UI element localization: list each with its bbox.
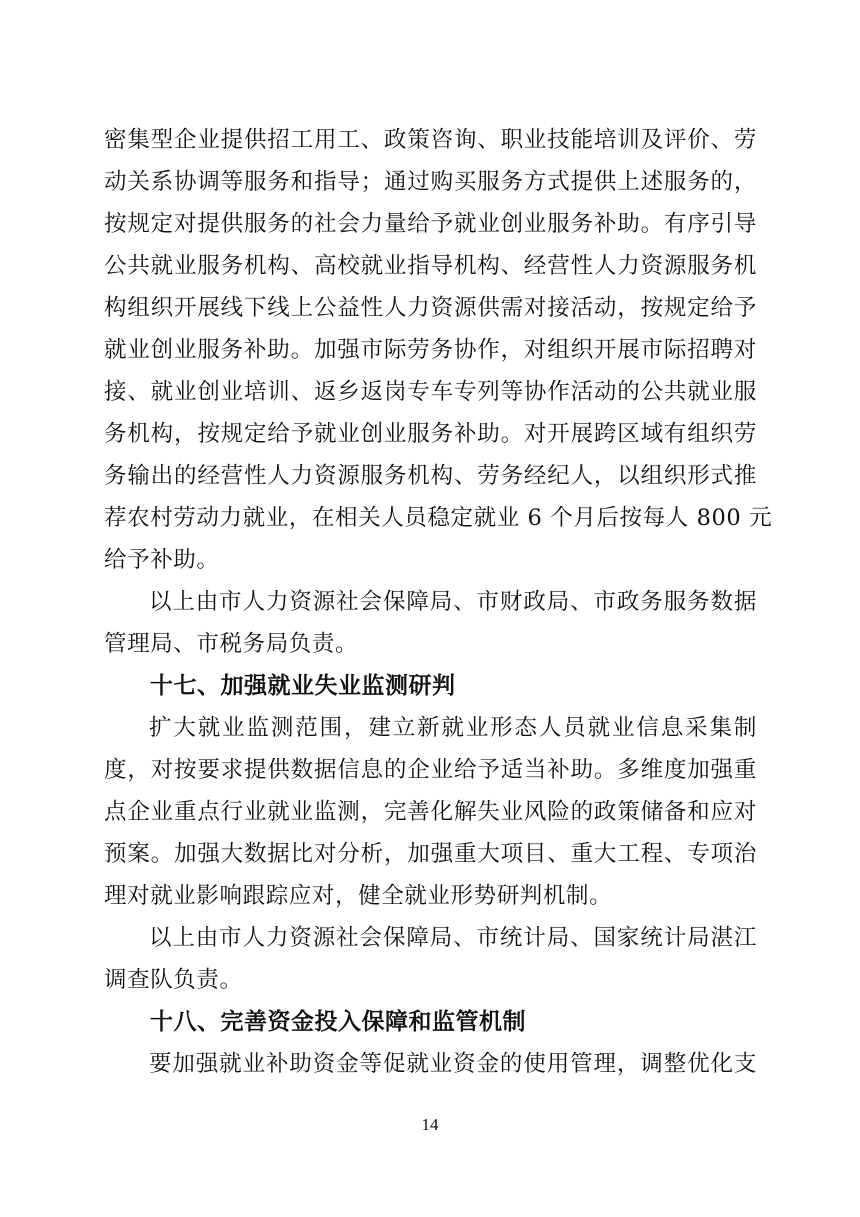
text-line: 动关系协调等服务和指导；通过购买服务方式提供上述服务的， [104, 169, 757, 195]
text-line: 务输出的经营性人力资源服务机构、劳务经纪人，以组织形式推 [104, 463, 757, 489]
page-number: 14 [421, 1115, 439, 1134]
text-line: 接、就业创业培训、返乡返岗专车专列等协作活动的公共就业服 [104, 379, 757, 405]
text-line: 度，对按要求提供数据信息的企业给予适当补助。多维度加强重 [104, 757, 757, 783]
text-line: 就业创业服务补助。加强市际劳务协作，对组织开展市际招聘对 [104, 337, 757, 363]
text-line: 按规定对提供服务的社会力量给予就业创业服务补助。有序引导 [104, 211, 757, 237]
section-heading-18: 十八、完善资金投入保障和监管机制 [150, 1009, 526, 1035]
text-line: 点企业重点行业就业监测，完善化解失业风险的政策储备和应对 [104, 799, 757, 825]
text-line: 理对就业影响跟踪应对，健全就业形势研判机制。 [104, 883, 613, 909]
section-heading-17: 十七、加强就业失业监测研判 [150, 673, 456, 699]
text-line: 要加强就业补助资金等促就业资金的使用管理，调整优化支 [149, 1051, 757, 1077]
document-body [104, 119, 773, 1085]
text-line: 务机构，按规定给予就业创业服务补助。对开展跨区域有组织劳 [104, 421, 757, 447]
text-line: 给予补助。 [104, 547, 220, 573]
text-line: 密集型企业提供招工用工、政策咨询、职业技能培训及评价、劳 [104, 127, 757, 153]
text-line: 调查队负责。 [104, 967, 243, 993]
text-line: 以上由市人力资源社会保障局、市财政局、市政务服务数据 [149, 589, 757, 615]
text-line: 公共就业服务机构、高校就业指导机构、经营性人力资源服务机 [104, 253, 757, 279]
text-line: 扩大就业监测范围，建立新就业形态人员就业信息采集制 [149, 715, 757, 741]
text-line: 预案。加强大数据比对分析，加强重大项目、重大工程、专项治 [104, 841, 757, 867]
text-line: 构组织开展线下线上公益性人力资源供需对接活动，按规定给予 [104, 295, 757, 321]
text-line: 荐农村劳动力就业，在相关人员稳定就业 6 个月后按每人 800 元 [104, 505, 773, 531]
text-line: 以上由市人力资源社会保障局、市统计局、国家统计局湛江 [149, 925, 757, 951]
text-line: 管理局、市税务局负责。 [104, 631, 359, 657]
